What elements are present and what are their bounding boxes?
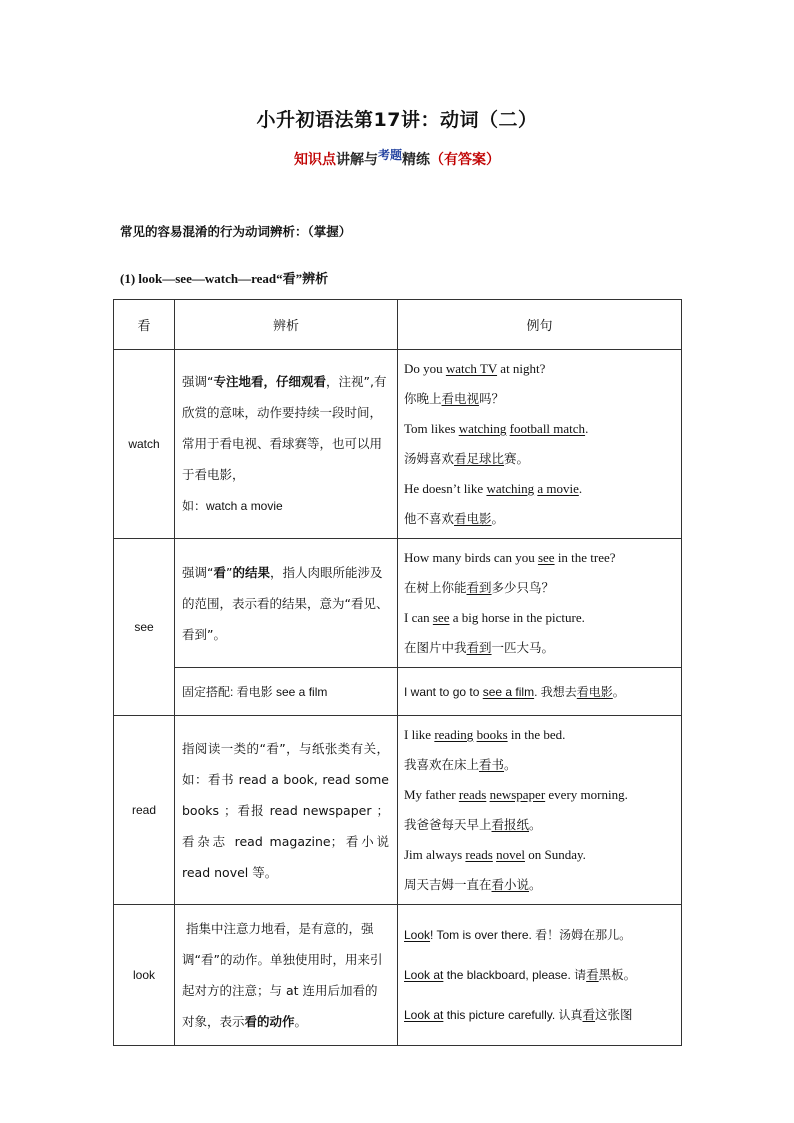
fixed-collocation-cell: 固定搭配: 看电影 see a film	[175, 668, 398, 716]
example-line: Look at the blackboard, please. 请看黑板。	[404, 967, 637, 982]
explanation-cell	[175, 350, 398, 539]
example-cell	[398, 905, 682, 1046]
section-heading: 常见的容易混淆的行为动词辨析：（掌握）	[120, 224, 352, 239]
page-title: 小升初语法第17讲：动词（二）	[256, 109, 538, 131]
header-cell: 辨析	[175, 300, 398, 350]
text: 强调“	[182, 374, 214, 389]
explanation-cell: 强调“看”的结果，指人肉眼所能涉及的范围，表示看的结果，意为“看见、看到”。	[175, 539, 398, 668]
header-cell: 看	[114, 300, 175, 350]
example-line: How many birds can you see in the tree?	[404, 550, 616, 565]
example-line: Jim always reads novel on Sunday.	[404, 847, 586, 862]
word-cell: read	[114, 716, 175, 905]
example-line: I can see a big horse in the picture.	[404, 610, 585, 625]
example-line: My father reads newspaper every morning.	[404, 787, 628, 802]
example-line: 我爸爸每天早上看报纸。	[404, 817, 542, 832]
table-row-see-fixed	[114, 668, 682, 716]
text-bold: 专注地看，仔细观看	[213, 374, 326, 389]
example-line: 他不喜欢看电影。	[404, 511, 505, 526]
explanation-cell: 指集中注意力地看，是有意的，强调“看”的动作。单独使用时，用来引起对方的注意；与 at 连用后加看的对象，表示看的动作。	[175, 905, 398, 1046]
page-subtitle	[0, 149, 794, 169]
subtitle-part: （有答案）	[430, 152, 500, 168]
example-line: 在图片中我看到一匹大马。	[404, 640, 555, 655]
example-line: I want to go to see a film. 我想去看电影。	[404, 684, 625, 699]
explanation-cell: 指阅读一类的“看”，与纸张类有关，如：看书 read a book, read some books ；看报 read newspaper ；看杂志 read magazine；看小说 read novel 等。	[175, 716, 398, 905]
example-line: 在树上你能看到多少只鸟？	[404, 580, 555, 595]
text: ，注视”,有欣赏的意味，动作要持续一段时间，常用于看电视、看球赛等，也可以用于看电影，	[182, 374, 387, 482]
word-cell: look	[114, 905, 175, 1046]
example-line: He doesn’t like watching a movie.	[404, 481, 583, 496]
subtitle-part: 知识点	[293, 152, 336, 168]
subtitle-part: 考题	[377, 148, 402, 162]
subheading: (1) look—see—watch—read“看”辨析	[120, 271, 329, 286]
example-cell	[398, 350, 682, 539]
table-row-read	[114, 716, 682, 905]
example-cell	[398, 716, 682, 905]
example-line: 我喜欢在床上看书。	[404, 757, 517, 772]
subtitle-part: 精练	[402, 152, 430, 168]
word-cell: see	[114, 539, 175, 716]
example-line: Look! Tom is over there. 看！汤姆在那儿。	[404, 928, 632, 942]
table-row-look	[114, 905, 682, 1046]
header-cell: 例句	[398, 300, 682, 350]
example-line: I like reading books in the bed.	[404, 727, 566, 742]
example-cell	[398, 668, 682, 716]
table-row-watch	[114, 350, 682, 539]
example-line: 周天吉姆一直在看小说。	[404, 877, 542, 892]
example-line: Do you watch TV at night?	[404, 361, 546, 376]
text: 如：watch a movie	[182, 499, 283, 513]
example-cell	[398, 539, 682, 668]
example-line: 你晚上看电视吗？	[404, 391, 505, 406]
word-cell: watch	[114, 350, 175, 539]
example-line: Tom likes watching football match.	[404, 421, 589, 436]
table-header-row	[114, 300, 682, 350]
subtitle-part: 讲解与	[335, 152, 378, 168]
table-row-see	[114, 539, 682, 668]
example-line: 汤姆喜欢看足球比赛。	[404, 451, 530, 466]
verb-comparison-table	[113, 299, 682, 1046]
example-line: Look at this picture carefully. 认真看这张图	[404, 1007, 633, 1022]
